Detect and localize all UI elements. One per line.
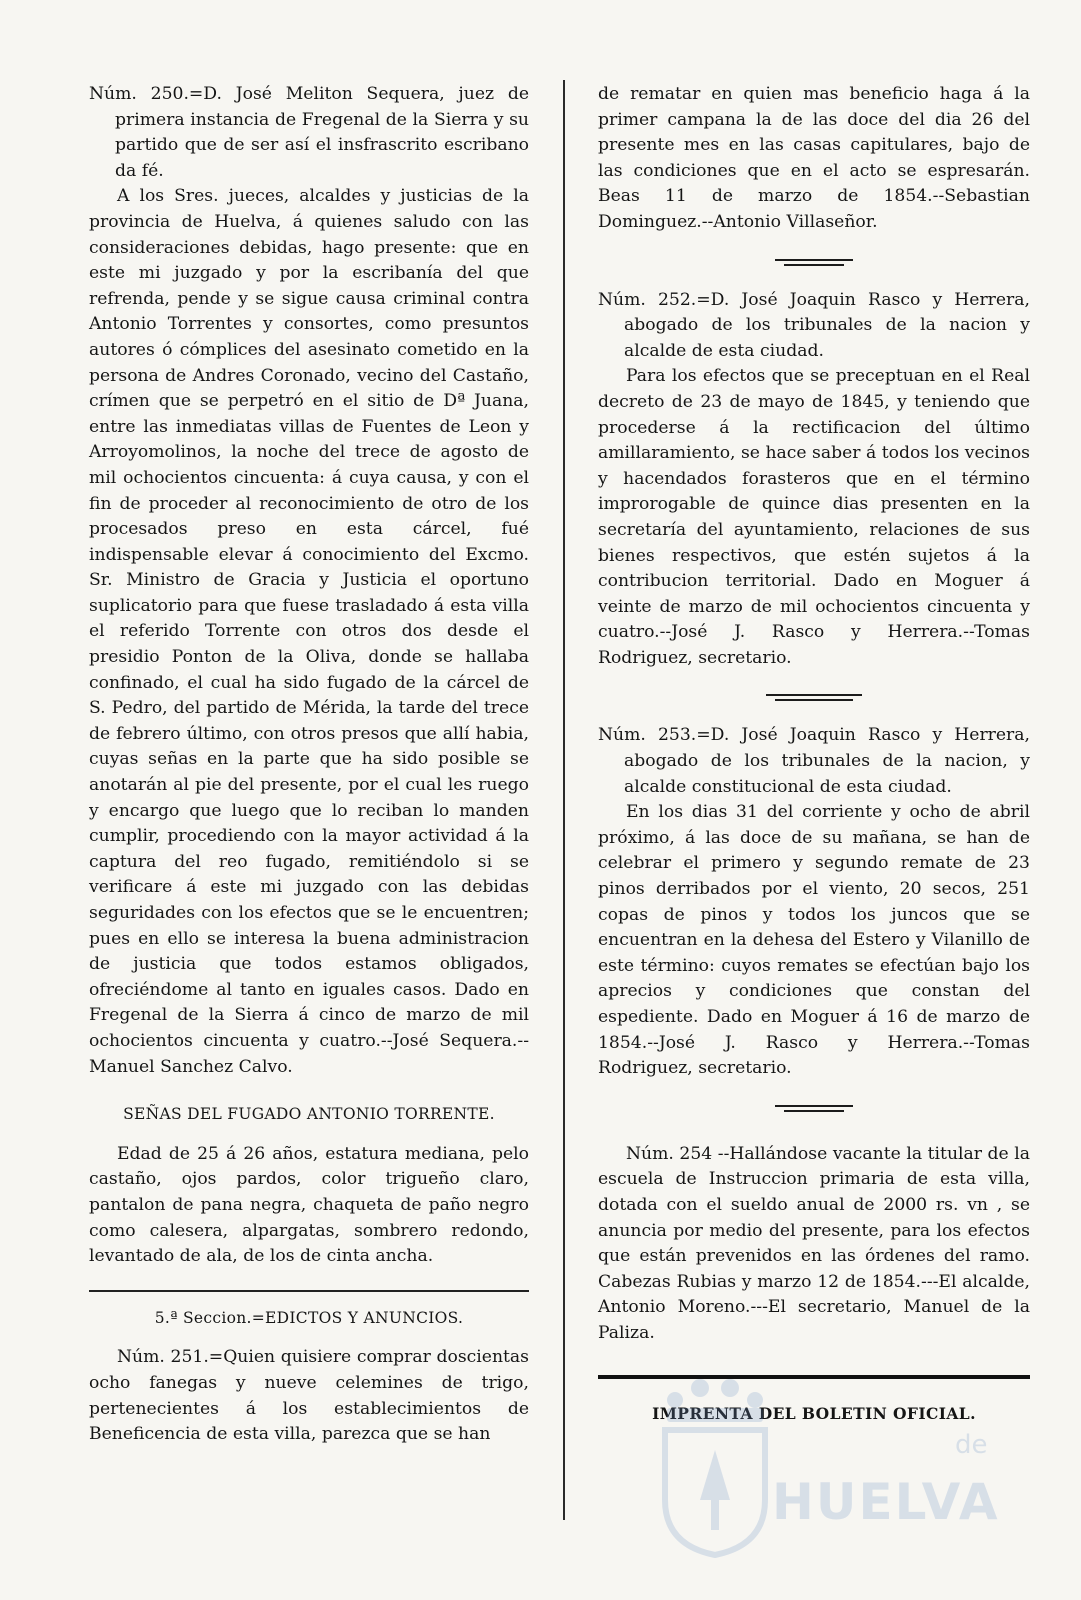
column-divider [563, 80, 565, 1520]
notice-252 [598, 288, 1030, 672]
fugitive-description-body: Edad de 25 á 26 años, estatura mediana, pelo castaño, ojos pardos, color trigueño claro, pantalon de pana negra, chaqueta de paño negro como calesera, alpargatas, sombrero redondo, levantado de ala, de los de cinta ancha. [89, 1143, 529, 1267]
notice-253-body: En los dias 31 del corriente y ocho de abril próximo, á las doce de su mañana, se han de celebrar el primero y segundo remate de 23 pinos derribados por el viento, 20 secos, 251 copas de pinos y todos los juncos que se encuentran en la dehesa del Estero y Vilanillo de este término: cuyos remates se efectúan bajo los aprecios y condiciones que constan del espediente. Dado en Moguer á 16 de marzo de 1854.--José J. Rasco y Herrera.--Tomas Rodriguez, secretario. [598, 802, 1030, 1079]
notice-252-body: Para los efectos que se preceptuan en el Real decreto de 23 de mayo de 1845, y teniendo que procederse á la rectificacion del último amillaramiento, se hace saber á todos los vecinos y hacendados forasteros que en el término improrogable de quince dias presenten en la secretaría del ayuntamiento, relaciones de sus bienes respectivos, que estén sujetos á la contribucion territorial. Dado en Moguer á veinte de marzo de mil ochocientos cincuenta y cuatro.--José J. Rasco y Herrera.--Tomas Rodriguez, secretario. [598, 366, 1030, 668]
left-column [89, 82, 529, 1448]
notice-250 [89, 82, 529, 1080]
watermark-word: HUELVA [772, 1473, 1000, 1531]
crown-shield-icon [655, 1370, 775, 1560]
section-title: 5.ª Seccion.=EDICTOS Y ANUNCIOS. [154, 1308, 464, 1327]
printer-imprint: IMPRENTA DEL BOLETIN OFICIAL. [652, 1403, 976, 1423]
watermark-de: de [955, 1430, 988, 1460]
notice-251: Núm. 251.=Quien quisiere comprar doscientas ocho fanegas y nueve celemines de trigo, pertenecientes á los establecimientos de Beneficencia de esta villa, parezca que se han [89, 1347, 529, 1445]
notice-254: Núm. 254 --Hallándose vacante la titular de la escuela de Instruccion primaria de esta villa, dotada con el sueldo anual de 2000 rs. vn , se anuncia por medio del presente, para los efectos que están prevenidos en las órdenes del ramo. Cabezas Rubias y marzo 12 de 1854.---El alcalde, Antonio Moreno.---El secretario, Manuel de la Paliza. [598, 1143, 1030, 1343]
ornament-separator [598, 685, 1030, 709]
notice-251-continuation: de rematar en quien mas beneficio haga á la primer campana la de las doce del dia 26 del presente mes en las casas capitulares, bajo de las condiciones que en el acto se espresarán. Beas 11 de marzo de 1854.--Sebastian Dominguez.--Antonio Villaseñor. [598, 84, 1030, 232]
notice-250-heading: Núm. 250.=D. José Meliton Sequera, juez de primera instancia de Fregenal de la Sierra y su partido que de ser así el insfrascrito escribano da fé. [89, 84, 529, 181]
section-divider [89, 1290, 529, 1292]
huelva-watermark [655, 1370, 1000, 1560]
notice-253-heading: Núm. 253.=D. José Joaquin Rasco y Herrera, abogado de los tribunales de la nacion, y alcalde constitucional de esta ciudad. [598, 725, 1030, 797]
right-column [598, 82, 1030, 1426]
notice-250-body: A los Sres. jueces, alcaldes y justicias de la provincia de Huelva, á quienes saludo con las consideraciones debidas, hago presente: que en este mi juzgado y por la escribanía del que refrenda, pende y se sigue causa criminal contra Antonio Torrentes y consortes, como presuntos autores ó cómplices del asesinato cometido en la persona de Andres Coronado, vecino del Castaño, crímen que se perpetró en el sitio de Dª Juana, entre las inmediatas villas de Fuentes de Leon y Arroyomolinos, la noche del trece de agosto de mil ochocientos cincuenta: á cuya causa, y con el fin de proceder al reconocimiento de otro de los procesados preso en esta cárcel, fué indispensable elevar á conocimiento del Excmo. Sr. Ministro de Gracia y Justicia el oportuno suplicatorio para que fuese trasladado á esta villa el referido Torrente con otros dos desde el presidio Ponton de la Oliva, donde se hallaba confinado, el cual ha sido fugado de la cárcel de S. Pedro, del partido de Mérida, la tarde del trece de febrero último, con otros presos que allí habia, cuyas señas en la parte que ha sido posible se anotarán al pie del presente, por el cual les ruego y encargo que luego que lo reciban lo manden cumplir, procediendo con la mayor actividad á la captura del reo fugado, remitiéndolo si se verificare á este mi juzgado con las debidas seguridades con los efectos que se le encuentren; pues en ello se interesa la buena administracion de justicia que todos estamos obligados, ofreciéndome al tanto en iguales casos. Dado en Fregenal de la Sierra á cinco de marzo de mil ochocientos cincuenta y cuatro.--José Sequera.-- Manuel Sanchez Calvo. [89, 186, 529, 1077]
notice-253 [598, 723, 1030, 1081]
ornament-separator [598, 1096, 1030, 1120]
notice-252-heading: Núm. 252.=D. José Joaquin Rasco y Herrera, abogado de los tribunales de la nacion y alcalde de esta ciudad. [598, 289, 1030, 361]
fugitive-description-title: SEÑAS DEL FUGADO ANTONIO TORRENTE. [123, 1105, 495, 1124]
ornament-separator [598, 250, 1030, 274]
